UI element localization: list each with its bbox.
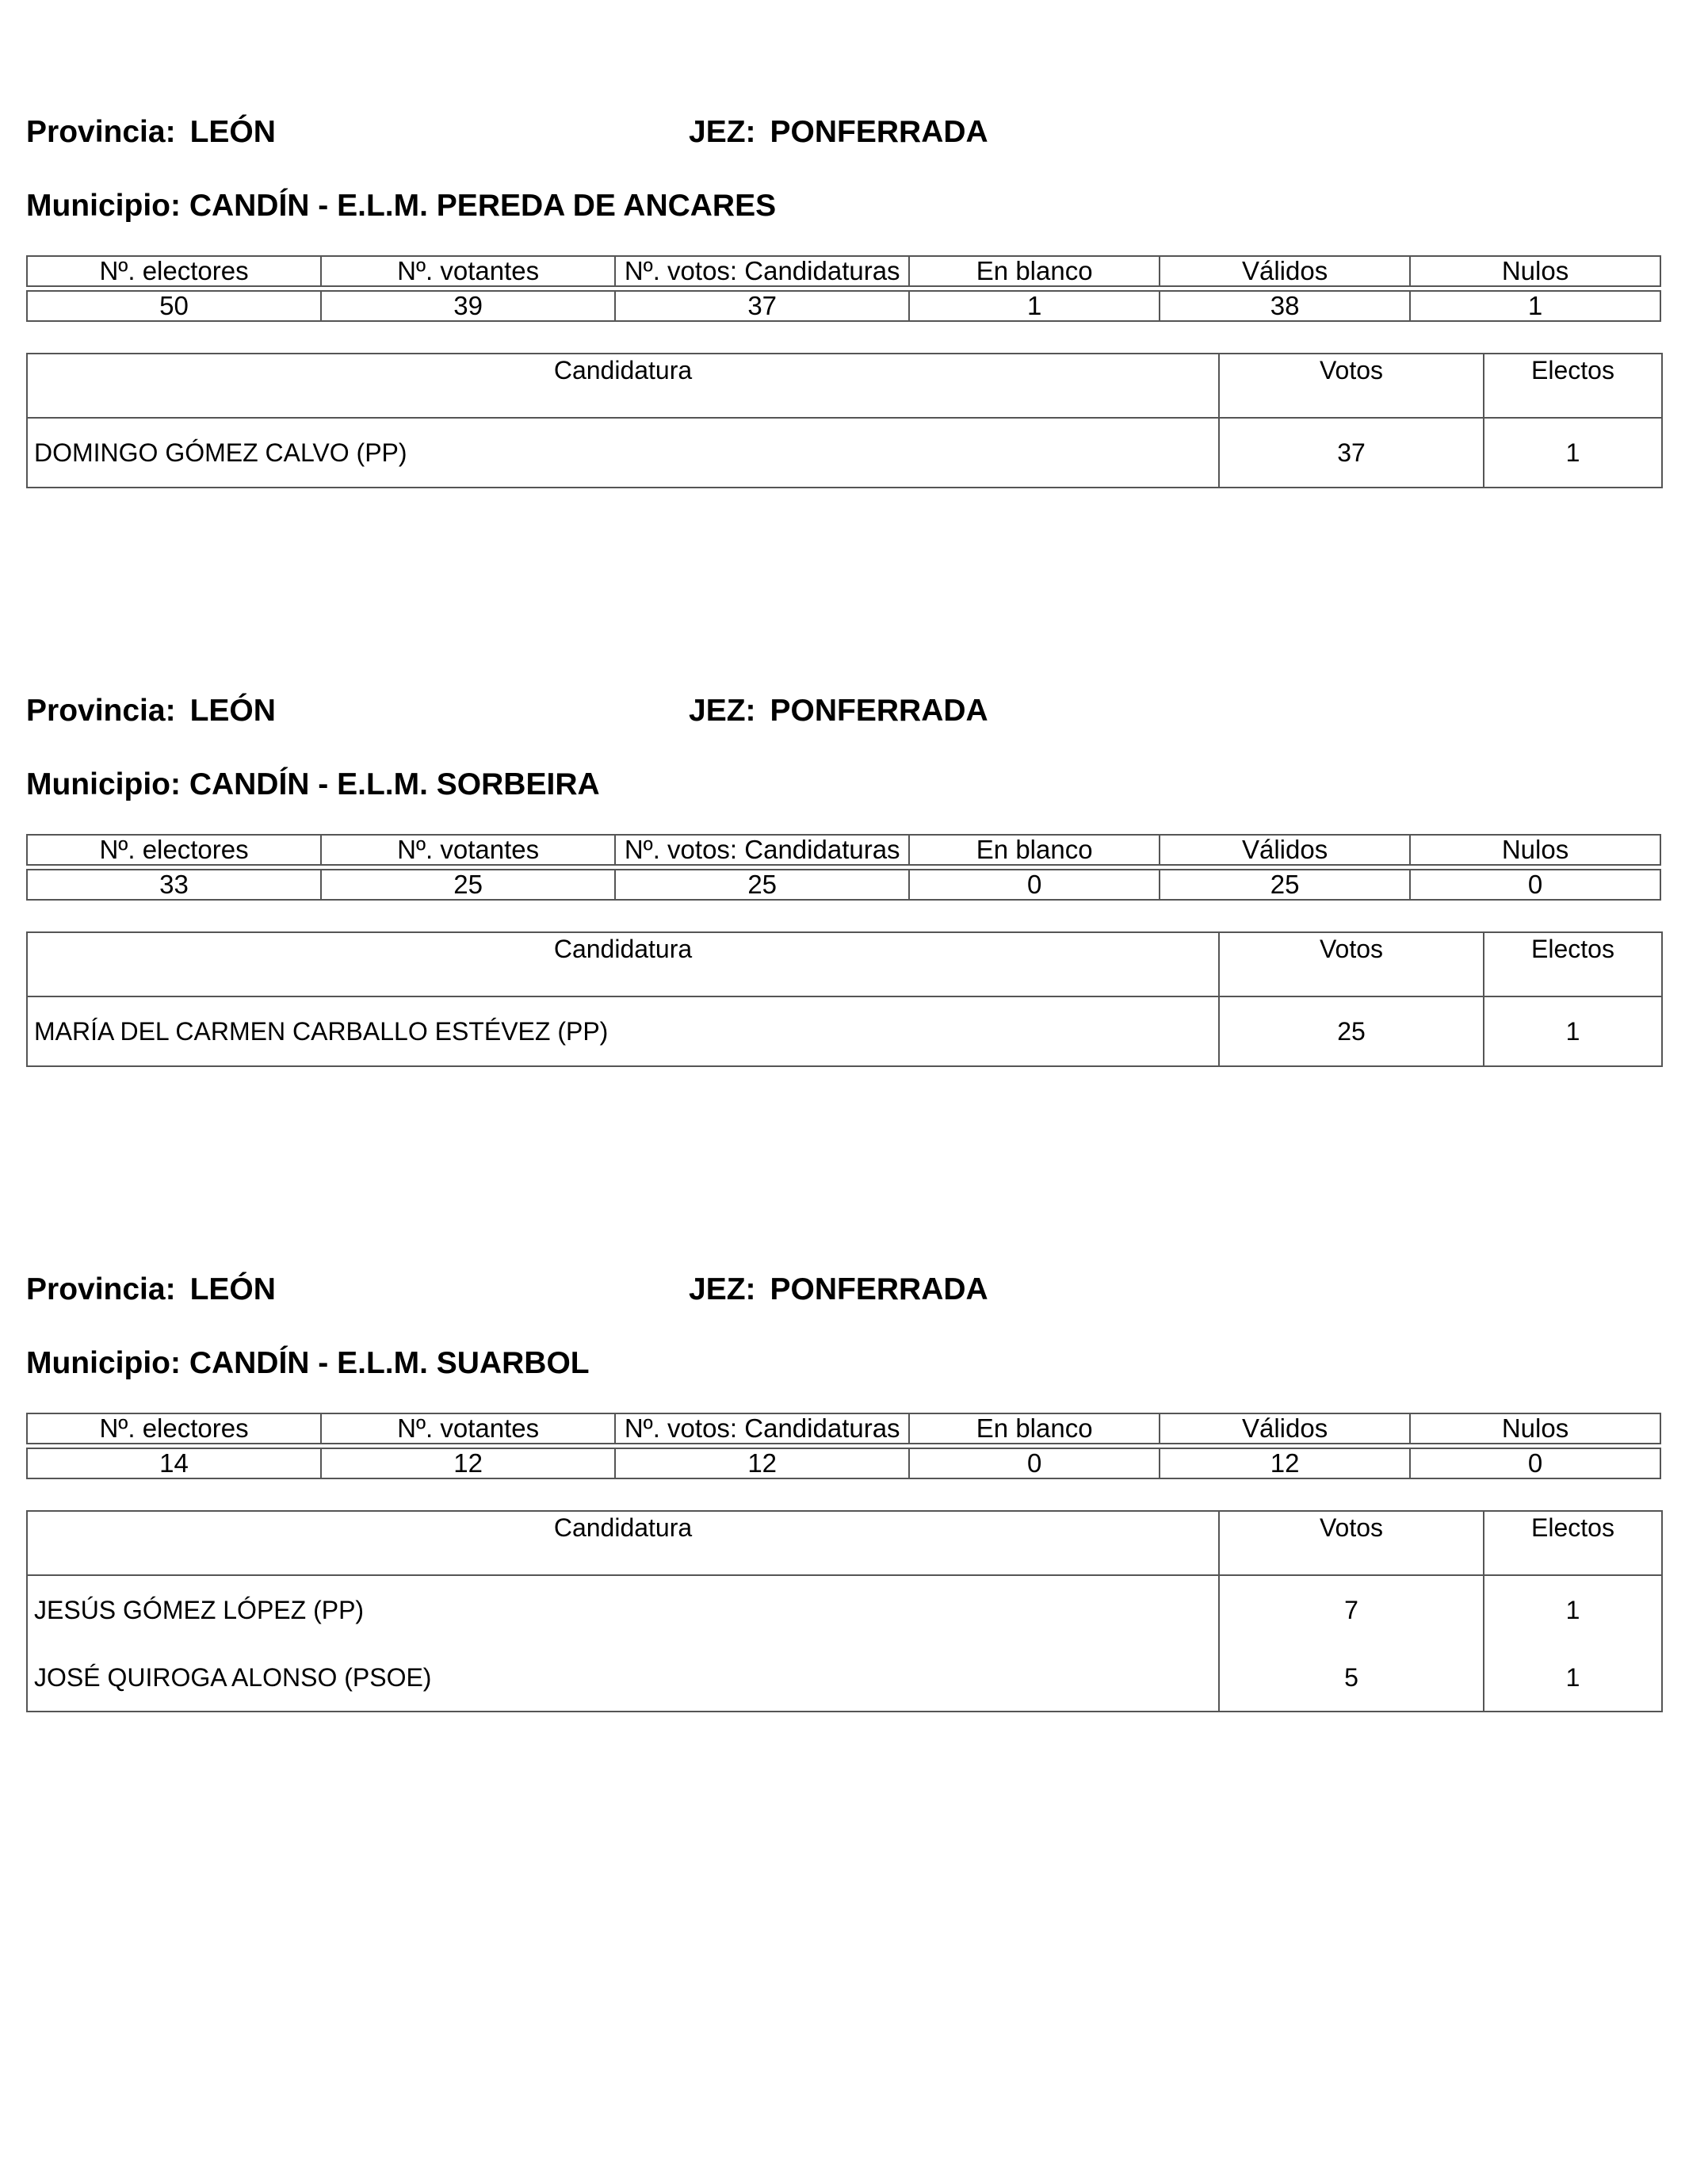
- candidates-header-votos: Votos: [1219, 1511, 1484, 1575]
- stats-header-electores: Nº. electores: [27, 256, 321, 286]
- municipio-value: CANDÍN - E.L.M. PEREDA DE ANCARES: [189, 189, 777, 223]
- stats-value-electores: 50: [27, 291, 321, 321]
- stats-header-electores: Nº. electores: [27, 835, 321, 865]
- candidates-table: [26, 353, 1663, 488]
- candidates-header-row: [27, 354, 1662, 418]
- candidates-header-candidatura: Candidatura: [27, 932, 1219, 996]
- stats-value-validos: 25: [1160, 870, 1410, 900]
- municipio-label: Municipio:: [26, 1346, 181, 1380]
- stats-value-votos-candidaturas: 25: [615, 870, 909, 900]
- stats-table: [26, 1413, 1661, 1479]
- stats-value-en-blanco: 1: [909, 291, 1160, 321]
- provincia-heading: [26, 115, 276, 155]
- candidates-header-electos: Electos: [1484, 354, 1662, 418]
- stats-header-validos: Válidos: [1160, 1413, 1410, 1444]
- stats-value-votantes: 39: [321, 291, 615, 321]
- candidate-name: JOSÉ QUIROGA ALONSO (PSOE): [27, 1644, 1219, 1712]
- candidates-header-row: [27, 932, 1662, 996]
- stats-header-votos-candidaturas: Nº. votos: Candidaturas: [615, 1413, 909, 1444]
- stats-table: [26, 834, 1661, 901]
- candidates-header-electos: Electos: [1484, 932, 1662, 996]
- provincia-label: Provincia:: [26, 115, 176, 149]
- stats-header-en-blanco: En blanco: [909, 835, 1160, 865]
- jez-value: PONFERRADA: [770, 115, 988, 149]
- candidate-votos: 5: [1219, 1644, 1484, 1712]
- municipio-label: Municipio:: [26, 189, 181, 223]
- candidates-table: [26, 931, 1663, 1067]
- stats-value-validos: 38: [1160, 291, 1410, 321]
- stats-value-nulos: 0: [1410, 870, 1660, 900]
- candidates-header-votos: Votos: [1219, 354, 1484, 418]
- stats-header-en-blanco: En blanco: [909, 256, 1160, 286]
- stats-value-electores: 14: [27, 1448, 321, 1478]
- stats-header-validos: Válidos: [1160, 835, 1410, 865]
- candidate-electos: 1: [1484, 1644, 1662, 1712]
- stats-header-nulos: Nulos: [1410, 256, 1660, 286]
- candidate-row: [27, 996, 1662, 1066]
- stats-header-votos-candidaturas: Nº. votos: Candidaturas: [615, 835, 909, 865]
- candidate-name: MARÍA DEL CARMEN CARBALLO ESTÉVEZ (PP): [27, 996, 1219, 1066]
- stats-value-row: [27, 291, 1660, 321]
- stats-header-votos-candidaturas: Nº. votos: Candidaturas: [615, 256, 909, 286]
- stats-value-electores: 33: [27, 870, 321, 900]
- provincia-value: LEÓN: [189, 115, 276, 149]
- stats-value-nulos: 0: [1410, 1448, 1660, 1478]
- candidate-electos: 1: [1484, 1575, 1662, 1644]
- stats-value-nulos: 1: [1410, 291, 1660, 321]
- provincia-heading: [26, 1272, 276, 1312]
- candidate-row: [27, 1644, 1662, 1712]
- candidate-votos: 7: [1219, 1575, 1484, 1644]
- candidate-name: JESÚS GÓMEZ LÓPEZ (PP): [27, 1575, 1219, 1644]
- stats-header-en-blanco: En blanco: [909, 1413, 1160, 1444]
- stats-header-electores: Nº. electores: [27, 1413, 321, 1444]
- stats-header-validos: Válidos: [1160, 256, 1410, 286]
- jez-label: JEZ:: [689, 1272, 756, 1306]
- candidates-header-row: [27, 1511, 1662, 1575]
- candidates-table: [26, 1510, 1663, 1712]
- provincia-label: Provincia:: [26, 694, 176, 728]
- candidate-row: [27, 418, 1662, 488]
- stats-value-votos-candidaturas: 37: [615, 291, 909, 321]
- jez-heading: [689, 115, 988, 155]
- stats-table: [26, 255, 1661, 322]
- stats-value-en-blanco: 0: [909, 870, 1160, 900]
- provincia-value: LEÓN: [189, 694, 276, 728]
- jez-heading: [689, 1272, 988, 1312]
- municipio-heading: [26, 1346, 590, 1386]
- candidates-header-electos: Electos: [1484, 1511, 1662, 1575]
- municipio-value: CANDÍN - E.L.M. SORBEIRA: [189, 767, 600, 801]
- stats-header-row: [27, 1413, 1660, 1444]
- jez-heading: [689, 694, 988, 733]
- jez-value: PONFERRADA: [770, 694, 988, 728]
- stats-header-row: [27, 256, 1660, 286]
- candidate-votos: 25: [1219, 996, 1484, 1066]
- provincia-heading: [26, 694, 276, 733]
- candidate-electos: 1: [1484, 996, 1662, 1066]
- stats-header-votantes: Nº. votantes: [321, 256, 615, 286]
- stats-header-nulos: Nulos: [1410, 835, 1660, 865]
- municipio-label: Municipio:: [26, 767, 181, 801]
- stats-value-votos-candidaturas: 12: [615, 1448, 909, 1478]
- stats-header-votantes: Nº. votantes: [321, 1413, 615, 1444]
- jez-value: PONFERRADA: [770, 1272, 988, 1306]
- jez-label: JEZ:: [689, 694, 756, 728]
- candidate-votos: 37: [1219, 418, 1484, 488]
- municipio-value: CANDÍN - E.L.M. SUARBOL: [189, 1346, 590, 1380]
- provincia-value: LEÓN: [189, 1272, 276, 1306]
- stats-value-votantes: 25: [321, 870, 615, 900]
- candidates-header-candidatura: Candidatura: [27, 1511, 1219, 1575]
- stats-value-votantes: 12: [321, 1448, 615, 1478]
- candidate-row: [27, 1575, 1662, 1644]
- candidates-header-votos: Votos: [1219, 932, 1484, 996]
- candidates-header-candidatura: Candidatura: [27, 354, 1219, 418]
- stats-value-en-blanco: 0: [909, 1448, 1160, 1478]
- candidate-electos: 1: [1484, 418, 1662, 488]
- provincia-label: Provincia:: [26, 1272, 176, 1306]
- stats-header-votantes: Nº. votantes: [321, 835, 615, 865]
- stats-value-validos: 12: [1160, 1448, 1410, 1478]
- municipio-heading: [26, 767, 600, 807]
- stats-value-row: [27, 870, 1660, 900]
- stats-header-row: [27, 835, 1660, 865]
- municipio-heading: [26, 189, 776, 228]
- stats-header-nulos: Nulos: [1410, 1413, 1660, 1444]
- candidate-name: DOMINGO GÓMEZ CALVO (PP): [27, 418, 1219, 488]
- stats-value-row: [27, 1448, 1660, 1478]
- jez-label: JEZ:: [689, 115, 756, 149]
